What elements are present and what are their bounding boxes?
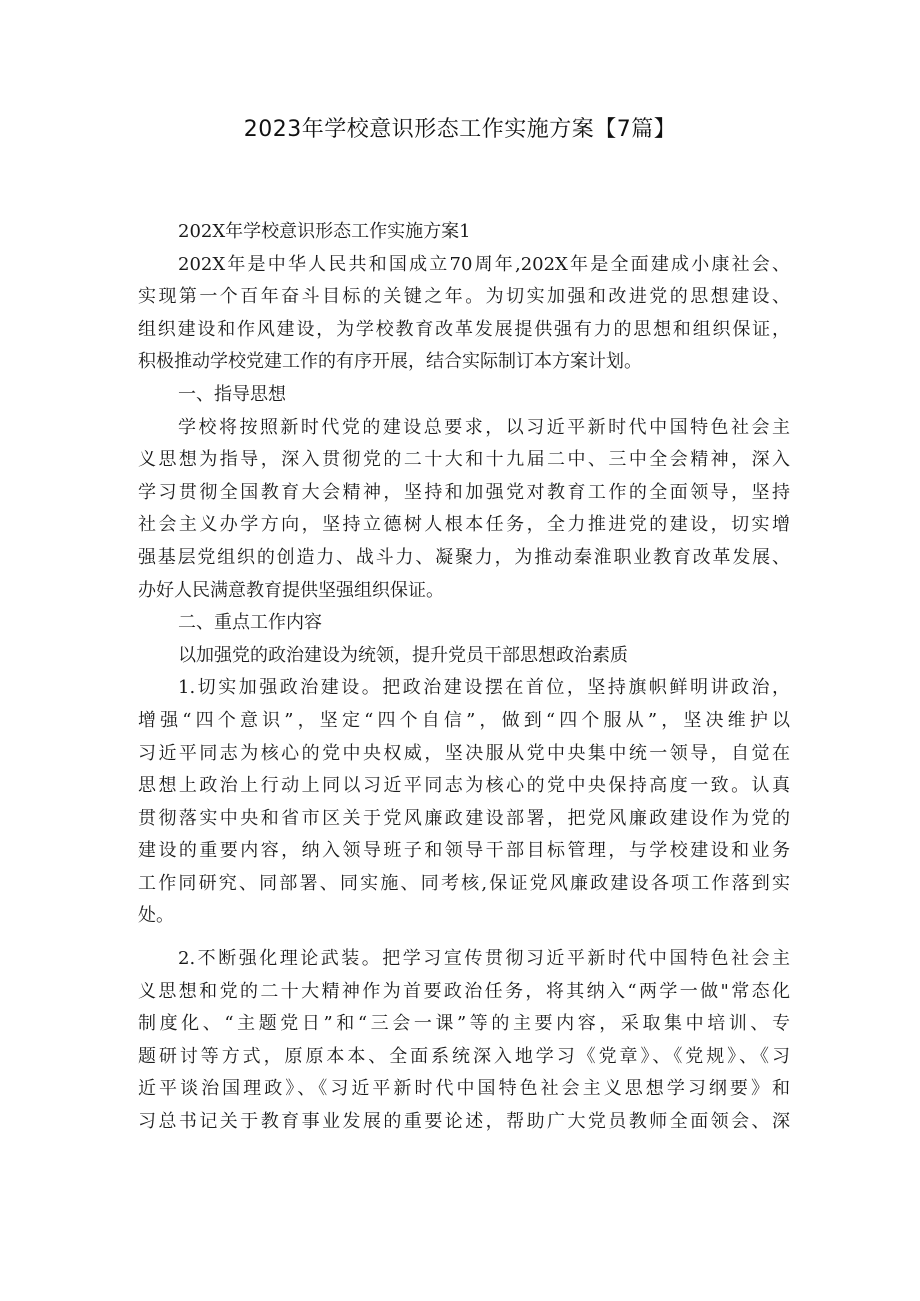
text-line: 以加强党的政治建设为统领，提升党员干部思想政治素质: [178, 644, 628, 666]
text-line: 组织建设和作风建设，为学校教育改革发展提供强有力的思想和组织保证，: [138, 318, 790, 340]
text-line: 学校将按照新时代党的建设总要求，以习近平新时代中国特色社会主: [178, 416, 790, 438]
text-line: 题研讨等方式，原原本本、全面系统深入地学习《党章》、《党规》、《习: [138, 1045, 790, 1067]
text-line: 思想上政治上行动上同以习近平同志为核心的党中央保持高度一致。认真: [138, 775, 790, 797]
text-line: 义思想和党的二十大精神作为首要政治任务，将其纳入“两学一做"常态化: [138, 980, 790, 1002]
text-line: 1.切实加强政治建设。把政治建设摆在首位，坚持旗帜鲜明讲政治，: [178, 677, 790, 699]
paragraph-gap: [138, 933, 790, 943]
text-line: 202X年是中华人民共和国成立70周年,202X年是全面建成小康社会、: [178, 253, 790, 275]
text-line: 强基层党组织的创造力、战斗力、凝聚力，为推动秦淮职业教育改革发展、: [138, 546, 790, 568]
text-line: 习总书记关于教育事业发展的重要论述，帮助广大党员教师全面领会、深: [138, 1111, 790, 1133]
text-line: 处。: [138, 905, 174, 927]
document-body: [138, 216, 790, 1139]
text-line: 二、重点工作内容: [178, 612, 322, 634]
text-line: 建设的重要内容，纳入领导班子和领导干部目标管理，与学校建设和业务: [138, 840, 790, 862]
text-line: 办好人民满意教育提供坚强组织保证。: [138, 579, 444, 601]
text-line: 实现第一个百年奋斗目标的关键之年。为切实加强和改进党的思想建设、: [138, 286, 790, 308]
text-line: 积极推动学校党建工作的有序开展，结合实际制订本方案计划。: [138, 351, 642, 373]
text-line: 近平谈治国理政》、《习近平新时代中国特色社会主义思想学习纲要》和: [138, 1078, 790, 1100]
text-line: 习近平同志为核心的党中央权威，坚决服从党中央集中统一领导，自觉在: [138, 742, 790, 764]
document-title: 2023年学校意识形态工作实施方案【7篇】: [243, 117, 677, 142]
text-line: 增强“四个意识”，坚定“四个自信”，做到“四个服从”，坚决维护以: [138, 709, 790, 731]
text-line: 社会主义办学方向，坚持立德树人根本任务，全力推进党的建设，切实增: [138, 514, 790, 536]
text-line: 学习贯彻全国教育大会精神，坚持和加强党对教育工作的全面领导，坚持: [138, 481, 790, 503]
text-line: 义思想为指导，深入贯彻党的二十大和十九届二中、三中全会精神，深入: [138, 449, 790, 471]
text-line: 贯彻落实中央和省市区关于党风廉政建设部署，把党风廉政建设作为党的: [138, 807, 790, 829]
text-line: 一、指导思想: [178, 383, 286, 405]
text-line: 工作同研究、同部署、同实施、同考核,保证党风廉政建设各项工作落到实: [138, 872, 790, 894]
text-line: 2.不断强化理论武装。把学习宣传贯彻习近平新时代中国特色社会主: [178, 948, 790, 970]
text-line: 202X年学校意识形态工作实施方案1: [178, 221, 471, 242]
text-line: 制度化、“主题党日”和“三会一课”等的主要内容，采取集中培训、专: [138, 1013, 790, 1035]
